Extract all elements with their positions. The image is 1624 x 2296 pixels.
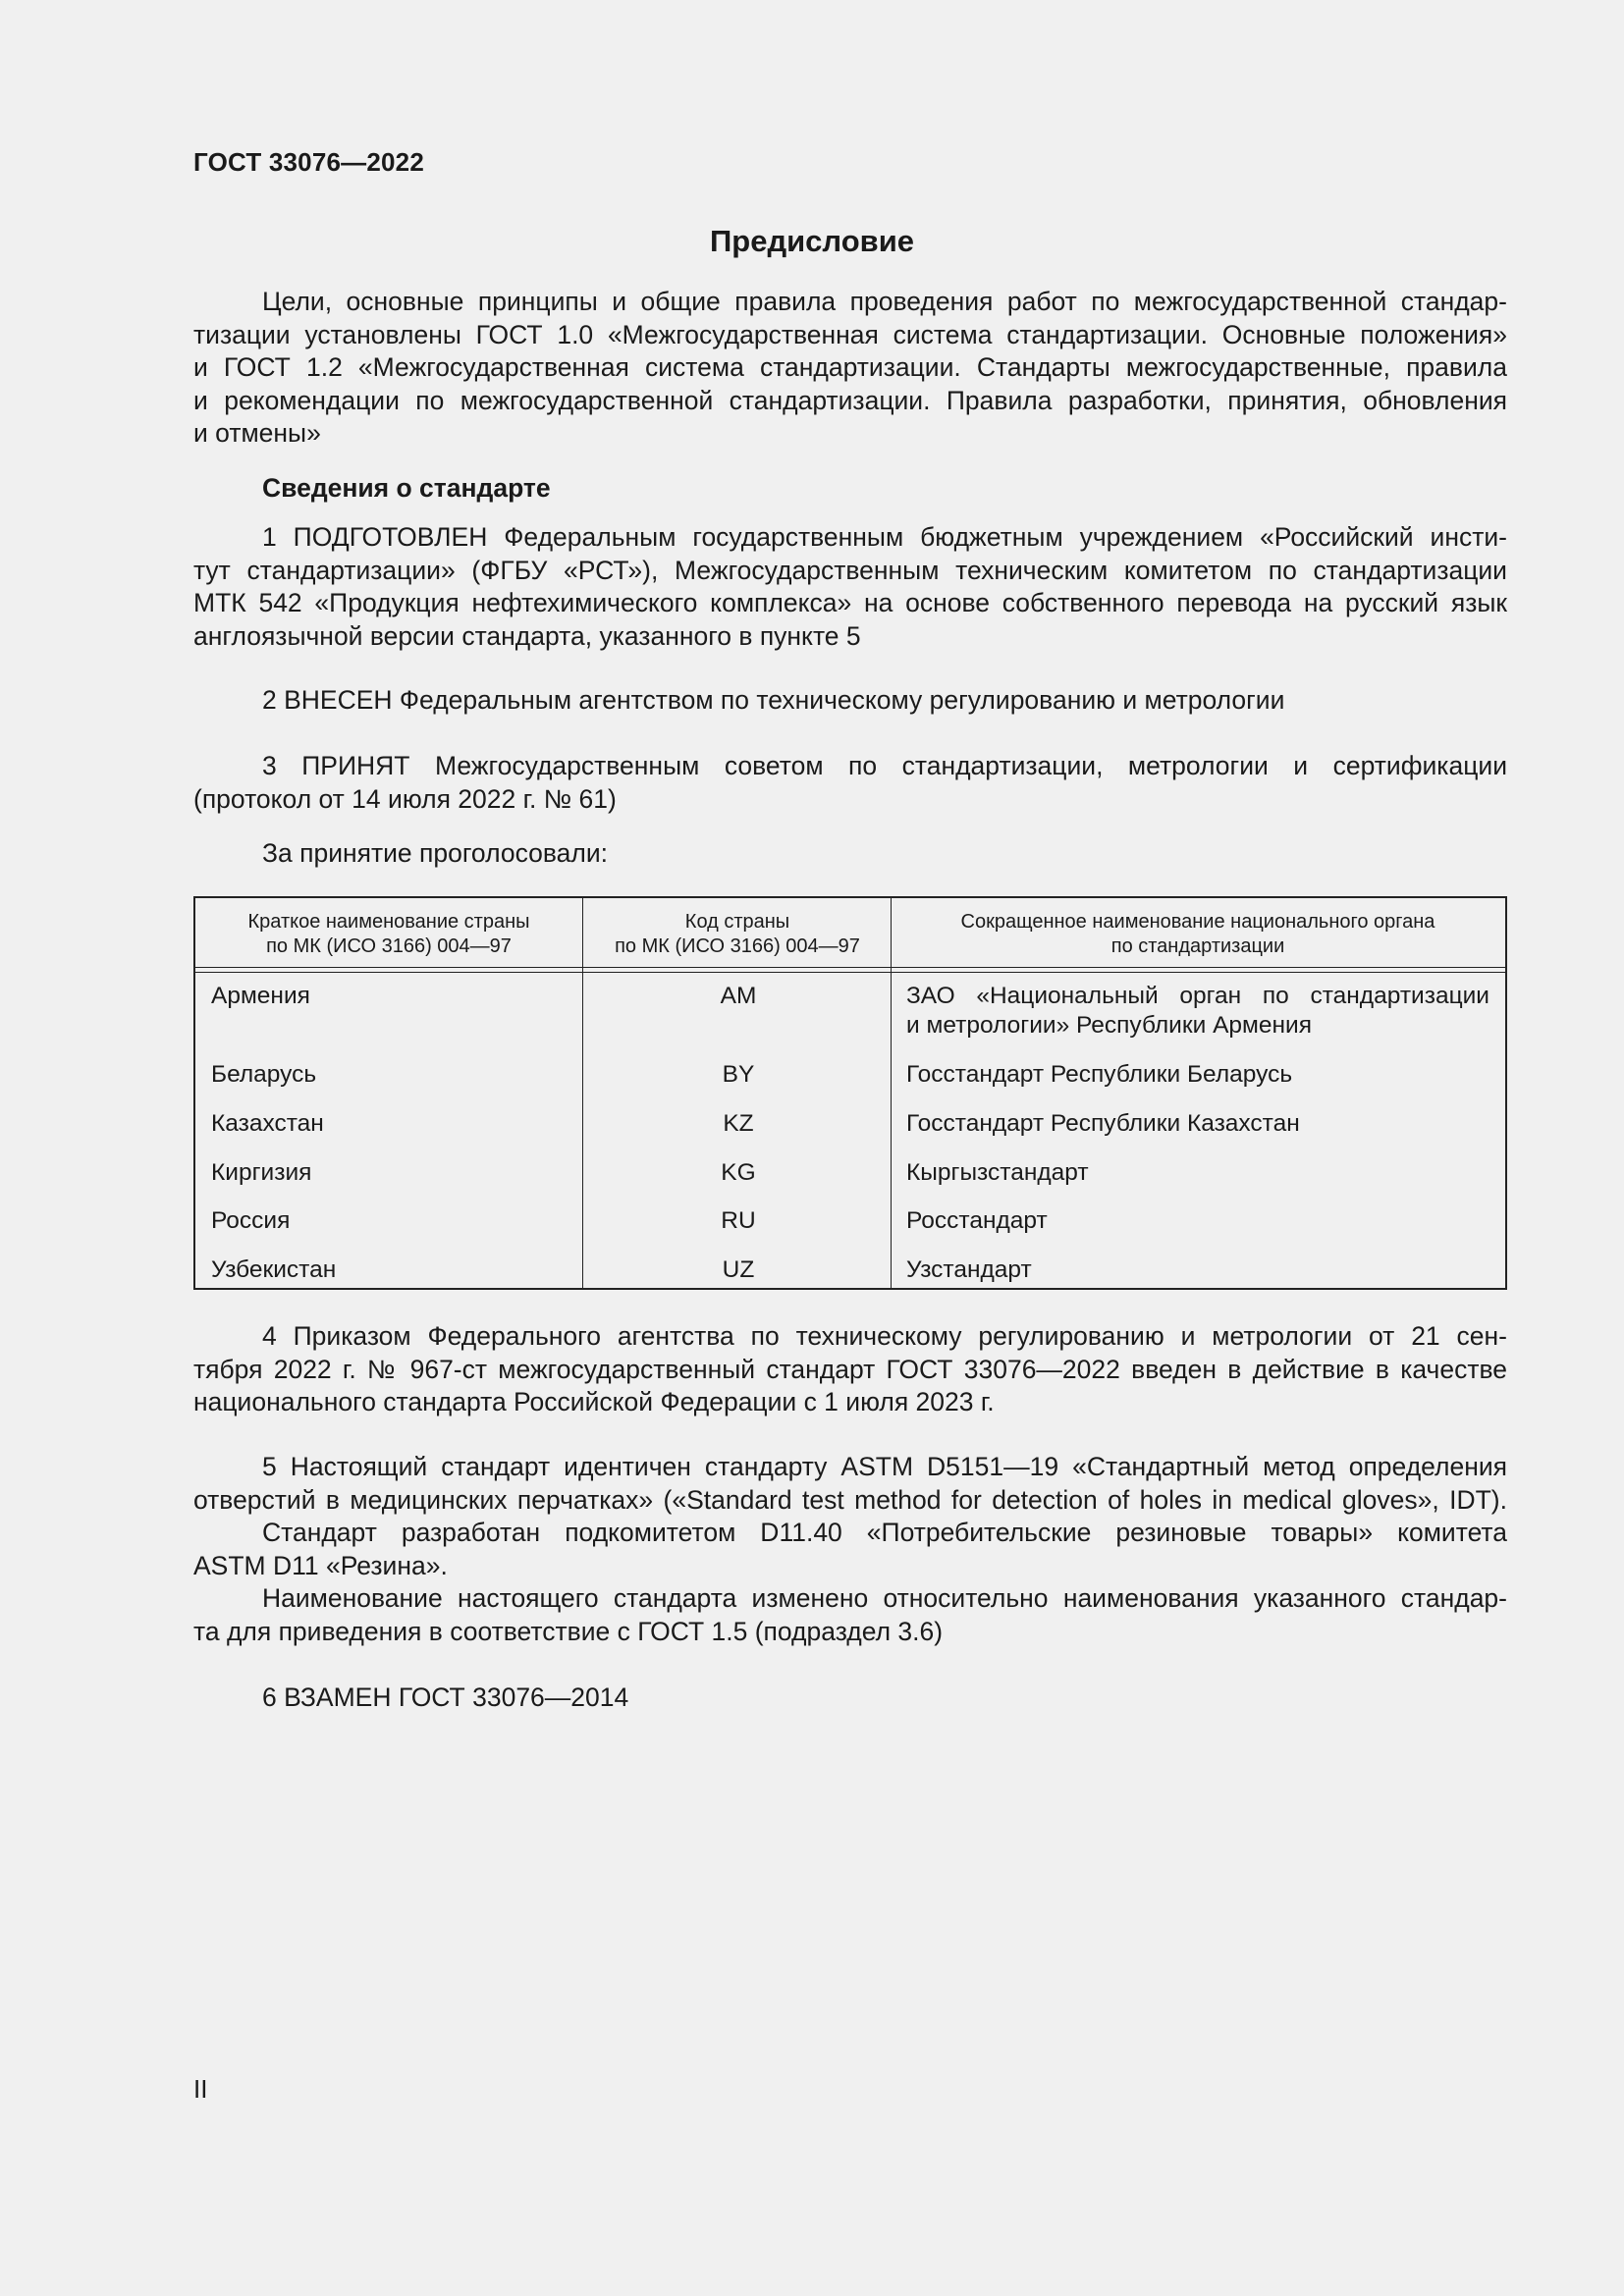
text-line: 5 Настоящий стандарт идентичен стандарту ASTM D5151—19 «Стандартный метод определения [262,1452,1507,1481]
table-divider [195,972,1505,973]
text-line: Цели, основные принципы и общие правила проведения работ по межгосударственной стандар- [262,287,1507,316]
table-cell-country: Беларусь [211,1061,317,1088]
text-line: тут стандартизации» (ФГБУ «РСТ»), Межгосударственным техническим комитетом по стандартизации [193,555,1507,585]
table-cell-body: Госстандарт Республики Казахстан [906,1110,1300,1137]
text-line: МТК 542 «Продукция нефтехимического комплекса» на основе собственного перевода на русский язык [193,588,1507,617]
table-cell-country: Казахстан [211,1110,324,1137]
countries-table [193,896,1507,1290]
text-line: тизации установлены ГОСТ 1.0 «Межгосударственная система стандартизации. Основные положения» [193,319,1507,349]
text-line: национального стандарта Российской Федерации с 1 июля 2023 г. [193,1387,995,1416]
text-line: отверстий в медицинских перчатках» («Standard test method for detection of holes in medical gloves», IDT). [193,1484,1507,1515]
table-header-country: Краткое наименование страны по МК (ИСО 3166) 004—97 [247,911,530,957]
item-1-paragraph [193,521,1507,653]
voted-label: За принятие проголосовали: [262,838,609,868]
text-line: 4 Приказом Федерального агентства по техническому регулированию и метрологии от 21 сен- [262,1321,1507,1351]
table-cell-body: Узстандарт [906,1256,1032,1283]
table-cell-code: RU [721,1207,756,1234]
table-cell-code: AM [720,983,757,1009]
table-divider [195,967,1505,968]
table-cell-code: KZ [723,1110,754,1137]
text-line: Наименование настоящего стандарта изменено относительно наименования указанного стандар- [262,1583,1507,1613]
section-subheading: Сведения о стандарте [262,473,551,503]
table-cell-body: Госстандарт Республики Беларусь [906,1061,1293,1088]
table-cell-body: Росстандарт [906,1207,1048,1234]
item-3-paragraph [193,750,1507,816]
text-line: ASTM D11 «Резина». [193,1550,448,1580]
text-line: англоязычной версии стандарта, указанного в пункте 5 [193,620,861,651]
text-line: та для приведения в соответствие с ГОСТ 1.5 (подраздел 3.6) [193,1616,944,1646]
table-cell-country: Россия [211,1207,291,1234]
text-line: и отмены» [193,418,321,448]
table-cell-code: UZ [722,1256,755,1283]
document-header: ГОСТ 33076—2022 [193,147,424,177]
table-divider [582,898,583,1288]
text-line: и рекомендации по межгосударственной стандартизации. Правила разработки, принятия, обновления [193,385,1507,415]
item-5-paragraph [193,1451,1507,1648]
table-cell-body: ЗАО «Национальный орган по стандартизации и метрологии» Республики Армения [906,983,1489,1039]
text-line: 3 ПРИНЯТ Межгосударственным советом по стандартизации, метрологии и сертификации [262,751,1507,780]
item-6-paragraph: 6 ВЗАМЕН ГОСТ 33076—2014 [262,1682,629,1712]
text-line: 1 ПОДГОТОВЛЕН Федеральным государственным бюджетным учреждением «Российский инсти- [262,522,1507,552]
page-title: Предисловие [709,224,914,258]
text-line: Стандарт разработан подкомитетом D11.40 «Потребительские резиновые товары» комитета [262,1518,1507,1547]
table-header-code: Код страны по МК (ИСО 3166) 004—97 [615,911,860,957]
table-cell-country: Армения [211,983,310,1009]
table-cell-country: Киргизия [211,1159,312,1186]
table-cell-code: KG [721,1159,756,1186]
item-2-paragraph: 2 ВНЕСЕН Федеральным агентством по техническому регулированию и метрологии [262,685,1285,715]
table-cell-country: Узбекистан [211,1256,337,1283]
table-cell-code: BY [722,1061,755,1088]
text-line: и ГОСТ 1.2 «Межгосударственная система стандартизации. Стандарты межгосударственные, правила [193,352,1507,382]
text-line: тября 2022 г. № 967-ст межгосударственный стандарт ГОСТ 33076—2022 введен в действие в качестве [193,1354,1507,1384]
item-4-paragraph [193,1320,1507,1419]
intro-paragraph [193,286,1507,451]
table-header-body: Сокращенное наименование национального органа по стандартизации [960,911,1435,957]
text-line: (протокол от 14 июля 2022 г. № 61) [193,783,617,814]
page-number: II [193,2074,208,2104]
table-cell-body: Кыргызстандарт [906,1159,1089,1186]
